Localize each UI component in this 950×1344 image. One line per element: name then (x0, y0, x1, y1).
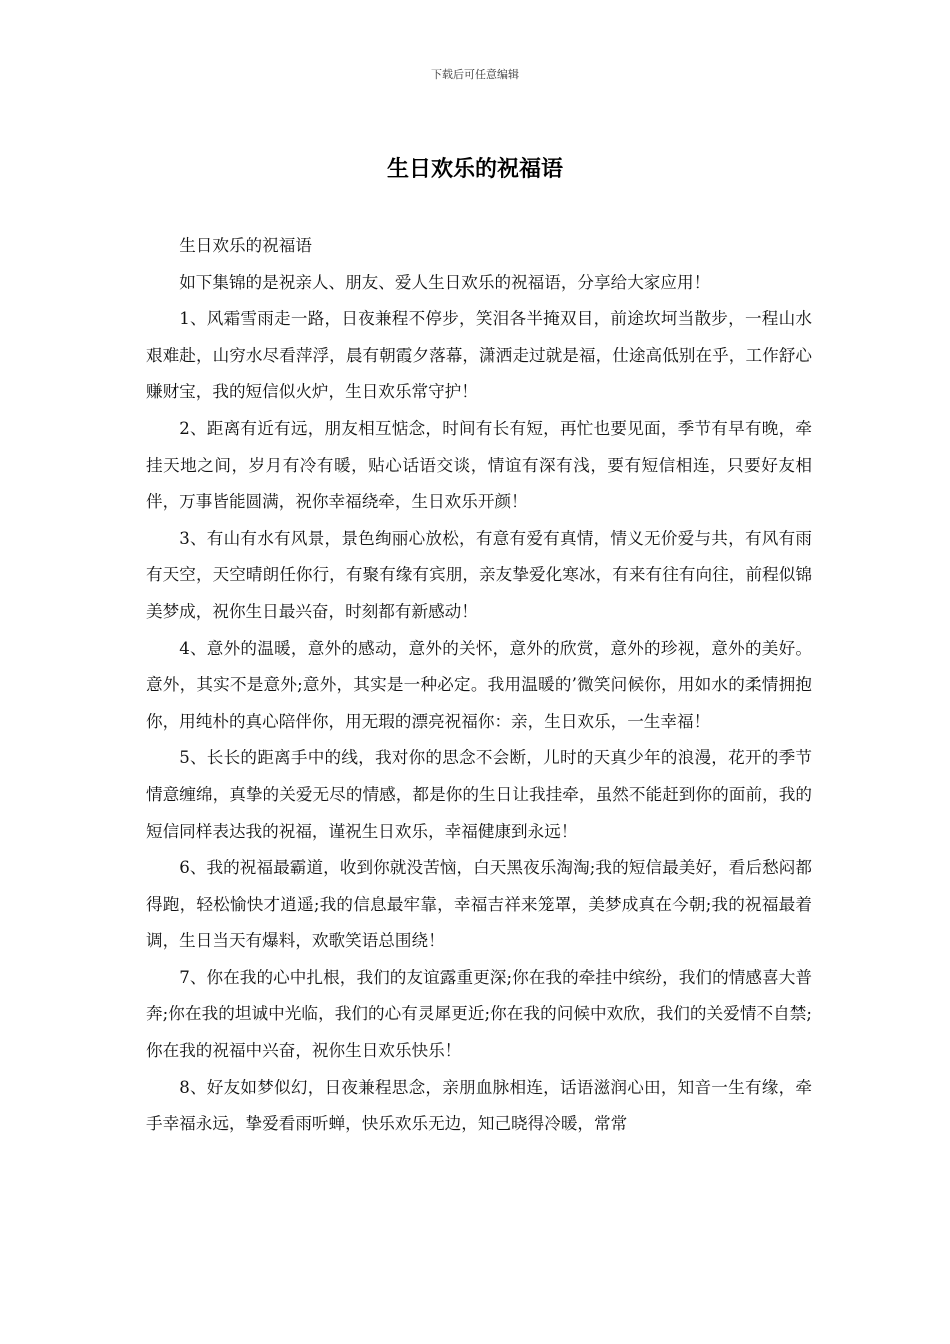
paragraph-item-7: 7、你在我的心中扎根，我们的友谊露重更深;你在我的牵挂中缤纷，我们的情感喜大普奔;你在我的坦诚中光临，我们的心有灵犀更近;你在我的问候中欢欣，我们的关爱情不自禁;你在我的祝福中兴奋，祝你生日欢乐快乐！ (146, 967, 812, 1061)
paragraph-subtitle: 生日欢乐的祝福语 (179, 236, 312, 255)
paragraph-item-1: 1、风霜雪雨走一路，日夜兼程不停步，笑泪各半掩双目，前途坎坷当散步，一程山水艰难赴，山穷水尽看萍浮，晨有朝霞夕落幕，潇洒走过就是福，仕途高低别在乎，工作舒心赚财宝，我的短信似火炉，生日欢乐常守护！ (146, 309, 812, 402)
paragraph-item-2: 2、距离有近有远，朋友相互惦念，时间有长有短，再忙也要见面，季节有早有晚，牵挂天地之间，岁月有冷有暖，贴心话语交谈，情谊有深有浅，要有短信相连，只要好友相伴，万事皆能圆满，祝你幸福绕牵，生日欢乐开颜！ (146, 418, 812, 512)
paragraph-item-3: 3、有山有水有风景，景色绚丽心放松，有意有爱有真情，情义无价爱与共，有风有雨有天空，天空晴朗任你行，有聚有缘有宾朋，亲友挚爱化寒冰，有来有往有向往，前程似锦美梦成，祝你生日最兴奋，时刻都有新感动！ (146, 528, 812, 621)
paragraph-item-6: 6、我的祝福最霸道，收到你就没苦恼，白天黑夜乐淘淘;我的短信最美好，看后愁闷都得跑，轻松愉快才逍遥;我的信息最牢靠，幸福吉祥来笼罩，美梦成真在今朝;我的祝福最着调，生日当天有爆料，欢歌笑语总围绕！ (146, 858, 812, 951)
header-note: 下载后可任意编辑 (431, 68, 519, 81)
paragraph-intro: 如下集锦的是祝亲人、朋友、爱人生日欢乐的祝福语，分享给大家应用！ (179, 272, 711, 292)
paragraph-item-8: 8、好友如梦似幻，日夜兼程思念，亲朋血脉相连，话语滋润心田，知音一生有缘，牵手幸福永远，挚爱看雨听蝉，快乐欢乐无边，知己晓得冷暖，常常 (146, 1077, 812, 1134)
document-title: 生日欢乐的祝福语 (386, 156, 563, 182)
document-body (146, 228, 812, 1143)
paragraph-item-4: 4、意外的温暖，意外的感动，意外的关怀，意外的欣赏，意外的珍视，意外的美好。意外，其实不是意外;意外，其实是一种必定。我用温暖的’微笑问候你，用如水的柔情拥抱你，用纯朴的真心陪伴你，用无瑕的漂亮祝福你：亲，生日欢乐，一生幸福！ (146, 638, 812, 731)
paragraph-item-5: 5、长长的距离手中的线，我对你的思念不会断，儿时的天真少年的浪漫，花开的季节情意缠绵，真挚的关爱无尽的情感，都是你的生日让我挂牵，虽然不能赶到你的面前，我的短信同样表达我的祝福，谨祝生日欢乐，幸福健康到永远！ (146, 748, 812, 841)
